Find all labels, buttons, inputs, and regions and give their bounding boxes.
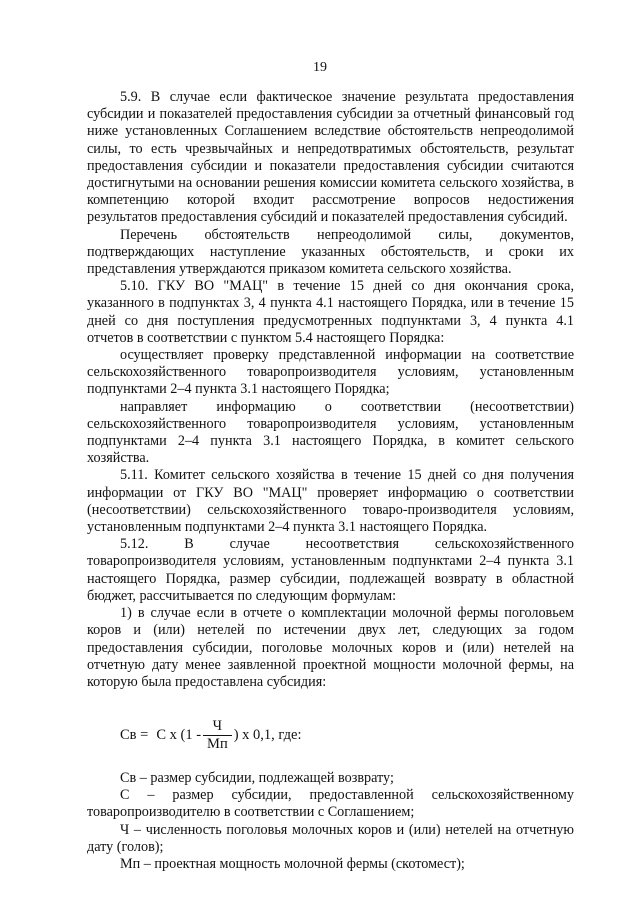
paragraph-check: осуществляет проверку представленной информации на соответствие сельскохозяйственного товаропроизводителя условиям, установленным подпунктами 2–4 пункта 3.1 настоящего Порядка; <box>87 347 574 398</box>
formula-denominator: Мп <box>207 736 228 752</box>
definition-item: Ч – численность поголовья молочных коров и (или) нетелей на отчетную дату (голов); <box>87 821 574 855</box>
refund-formula <box>120 719 301 752</box>
paragraph-force-majeure-list: Перечень обстоятельств непреодолимой силы, документов, подтверждающих наступление указанных обстоятельств, и сроки их представления утверждаются приказом комитета сельского хозяйства. <box>87 226 574 278</box>
formula-lhs: Св = <box>120 727 149 743</box>
paragraph-send: направляет информацию о соответствии (несоответствии) сельскохозяйственного товаропроизводителя условиям, установленным подпунктами 2–4 пункта 3.1 настоящего Порядка, в комитет сельского хозяйства. <box>87 398 574 467</box>
body-text <box>87 89 574 691</box>
paragraph-case-1: 1) в случае если в отчете о комплектации молочной фермы поголовьем коров и (или) нетелей по истечении двух лет, следующих за годом предоставления субсидии, поголовье молочных коров и (или) нетелей на отчетную дату менее заявленной проектной мощности молочной фермы, на которую была предоставлена субсидия: <box>87 605 574 690</box>
formula-definitions <box>87 770 574 873</box>
formula-part2: ) x 0,1, где: <box>233 727 302 743</box>
formula-numerator: Ч <box>212 718 223 734</box>
formula-fraction <box>203 719 232 752</box>
definition-item: Св – размер субсидии, подлежащей возврату; <box>120 770 394 786</box>
formula-part1: С x (1 - <box>156 727 202 743</box>
paragraph-5-11: 5.11. Комитет сельского хозяйства в течение 15 дней со дня получения информации от ГКУ ВО "МАЦ" проверяет информацию о соответствии (несоответствии) сельскохозяйственного товаро-производителя условиям, установленным подпунктами 2–4 пункта 3.1 настоящего Порядка. <box>87 467 574 536</box>
paragraph-5-12: 5.12. В случае несоответствия сельскохозяйственного товаропроизводителя условиям, установленным подпунктами 2–4 пункта 3.1 настоящего Порядка, размер субсидии, подлежащей возврату в областной бюджет, рассчитывается по следующим формулам: <box>87 536 574 604</box>
paragraph-5-9: 5.9. В случае если фактическое значение результата предоставления субсидии и показателей предоставления субсидии за отчетный финансовый год ниже установленных Соглашением вследствие обстоятельств непреодолимой силы, то есть чрезвычайных и непредотвратимых обстоятельств, результат предоставления субсидии и показатели предоставления субсидии считаются достигнутыми на основании решения комиссии комитета сельского хозяйства, в компетенцию которой входит рассмотрение вопросов недостижения результатов предоставления субсидий и показателей предоставления субсидий. <box>87 89 574 226</box>
paragraph-5-10: 5.10. ГКУ ВО "МАЦ" в течение 15 дней со дня окончания срока, указанного в подпунктах 3, 4 пункта 4.1 настоящего Порядка, или в течение 15 дней со дня поступления предусмотренных подпунктами 3, 4 пункта 4.1 отчетов в соответствии с пунктом 5.4 настоящего Порядка: <box>87 278 574 346</box>
definition-item: С – размер субсидии, предоставленной сельскохозяйственному товаропроизводителю в соответствии с Соглашением; <box>87 787 574 821</box>
definition-item: Мп – проектная мощность молочной фермы (скотомест); <box>120 856 465 873</box>
page-number: 19 <box>313 60 327 75</box>
